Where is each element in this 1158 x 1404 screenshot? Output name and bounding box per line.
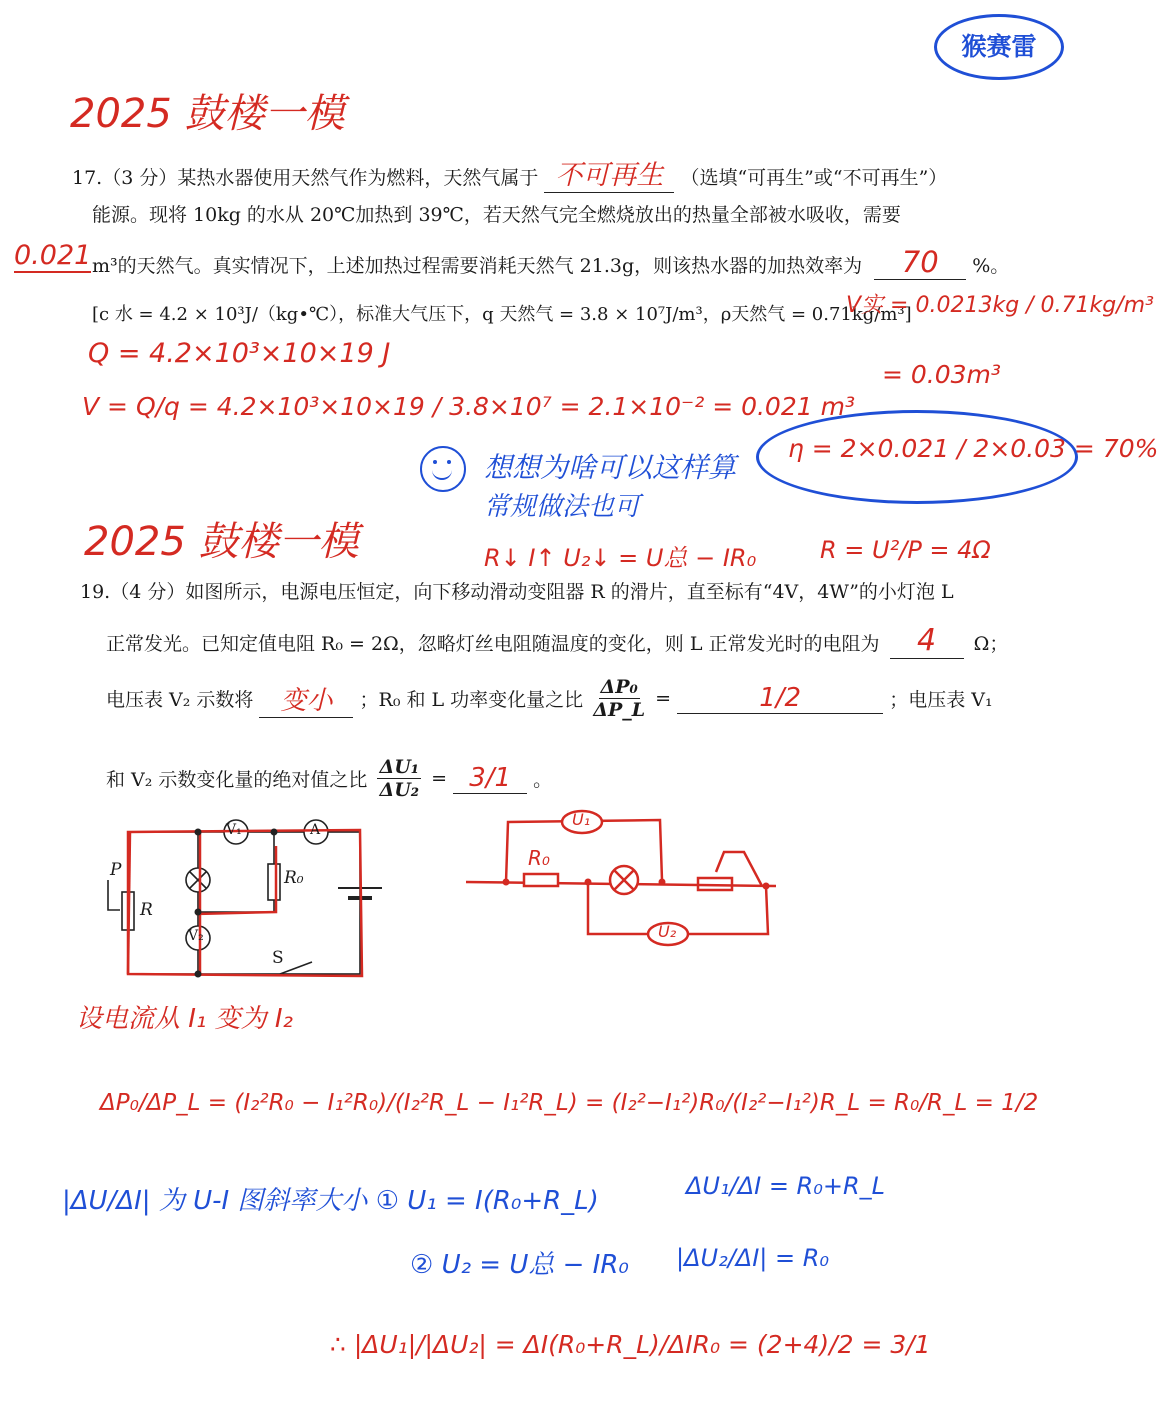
sketch-label-v2: U₂	[658, 922, 677, 941]
q17-line2: 能源。现将 10kg 的水从 20℃加热到 39℃，若天然气完全燃烧放出的热量全部被水吸收，需要	[92, 204, 901, 226]
q17-work-real-volume-result: = 0.03m³	[882, 360, 1001, 389]
q19-work-voltage-ratio: ∴ |ΔU₁|/|ΔU₂| = ΔI(R₀+R_L)/ΔIR₀ = (2+4)/2 = 3/1	[330, 1330, 931, 1359]
blue-note-line2: 常规做法也可	[484, 492, 641, 522]
circuit-label-r: R	[140, 900, 153, 920]
q17-line1: 17.（3 分）某热水器使用天然气作为燃料，天然气属于 不可再生 （选填“可再生”或“不可再生”）	[72, 153, 947, 193]
header-label: 2025 鼓楼一模	[70, 91, 345, 137]
sketch-label-v1: U₁	[572, 810, 591, 829]
q19-answer-resistance: 4	[890, 623, 964, 659]
q19-work-current: 设电流从 I₁ 变为 I₂	[76, 1004, 293, 1034]
q19-work-u2: ② U₂ = U总 − IR₀	[410, 1250, 629, 1280]
q19-work-slope-u2: |ΔU₂/ΔI| = R₀	[676, 1244, 830, 1272]
q19-work-power-ratio: ΔP₀/ΔP_L = (I₂²R₀ − I₁²R₀)/(I₂²R_L − I₁²R_L) = (I₂²−I₁²)R₀/(I₂²−I₁²)R_L = R₀/R_L = 1/2	[100, 1090, 1039, 1116]
q17-constants: [c 水 = 4.2 × 10³J/（kg•℃），标准大气压下，q 天然气 = 3.8 × 10⁷J/m³，ρ天然气 = 0.71kg/m³]	[92, 304, 912, 325]
q19-answer-voltage-ratio: 3/1	[453, 763, 527, 794]
q19-top-note: R↓ I↑ U₂↓ = U总 − IR₀	[484, 544, 757, 572]
voltage-ratio-fraction: $\frac{\text{ΔU₁}}{\text{ΔU₂}}$	[379, 756, 420, 801]
q17-answer-efficiency: 70	[874, 245, 966, 280]
q17-work-volume: V = Q/q = 4.2×10³×10×19 / 3.8×10⁷ = 2.1×10⁻² = 0.021 m³	[82, 392, 855, 421]
q19-line3: 电压表 V₂ 示数将 变小 ；R₀ 和 L 功率变化量之比 $\frac{\text{ΔP₀}}{\Delta P\_L}$ = 1/2 ；电压表 V₁	[106, 676, 993, 721]
q19-line4: 和 V₂ 示数变化量的绝对值之比 $\frac{\text{ΔU₁}}{\text{ΔU₂}}$ = 3/1 。	[106, 756, 553, 801]
circuit-label-p: P	[110, 860, 122, 880]
q17-work-heat: Q = 4.2×10³×10×19 J	[88, 338, 391, 369]
q17-line3: m³的天然气。真实情况下，上述加热过程需要消耗天然气 21.3g，则该热水器的加热效率为 70 %。	[92, 245, 1010, 279]
q17-answer-renewable: 不可再生	[544, 153, 674, 193]
q19-top-note-resistance: R = U²/P = 4Ω	[820, 536, 991, 564]
sketch-label-r0: R₀	[528, 846, 550, 870]
q19-answer-v2: 变小	[259, 680, 353, 718]
q19-line1: 19.（4 分）如图所示，电源电压恒定，向下移动滑动变阻器 R 的滑片，直至标有“4V，4W”的小灯泡 L	[80, 581, 954, 603]
q17-work-real-volume: V实 = 0.0213kg / 0.71kg/m³	[846, 293, 1154, 318]
circuit-label-a: A	[310, 822, 321, 838]
circuit-label-s: S	[272, 948, 284, 968]
stamp-text: 猴赛雷	[961, 32, 1037, 61]
blue-note-line1: 想想为啥可以这样算	[484, 451, 737, 484]
power-ratio-fraction: $\frac{\text{ΔP₀}}{\Delta P\_L}$	[593, 676, 646, 721]
circuit-label-v2: V₂	[188, 928, 204, 944]
q17-answer-volume: 0.021	[14, 240, 92, 271]
circuit-label-v1: V₁	[226, 822, 242, 838]
q19-work-slope-u1: ΔU₁/ΔI = R₀+R_L	[686, 1172, 886, 1200]
header-label: 2025 鼓楼一模	[84, 519, 359, 565]
q17-work-efficiency: η = 2×0.021 / 2×0.03 = 70%	[788, 434, 1158, 463]
circuit-label-r0: R₀	[284, 868, 304, 888]
q19-work-slope: |ΔU/ΔI| 为 U-I 图斜率大小 ① U₁ = I(R₀+R_L)	[62, 1186, 599, 1216]
q19-line2: 正常发光。已知定值电阻 R₀ = 2Ω，忽略灯丝电阻随温度的变化，则 L 正常发光时的电阻为 4 Ω；	[106, 623, 1009, 658]
q19-answer-power-ratio: 1/2	[677, 683, 883, 714]
